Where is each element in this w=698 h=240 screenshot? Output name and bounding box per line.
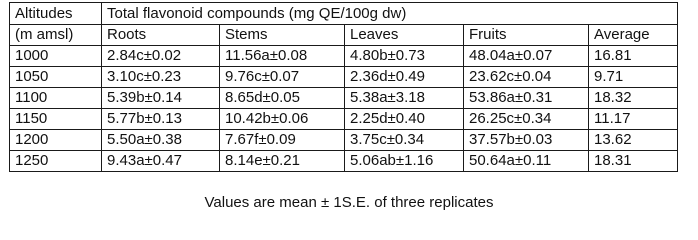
table-row bbox=[10, 46, 678, 67]
altitude-cell: 1150 bbox=[10, 109, 102, 130]
altitude-cell: 1000 bbox=[10, 46, 102, 67]
leaves-cell: 5.38a±3.18 bbox=[345, 88, 464, 109]
col-header-fruits: Fruits bbox=[464, 25, 589, 46]
average-cell: 18.32 bbox=[589, 88, 678, 109]
stems-cell: 7.67f±0.09 bbox=[220, 130, 345, 151]
average-cell: 18.31 bbox=[589, 151, 678, 172]
roots-cell: 5.77b±0.13 bbox=[102, 109, 220, 130]
header-row-2 bbox=[10, 25, 678, 46]
table-row bbox=[10, 151, 678, 172]
table-footnote: Values are mean ± 1S.E. of three replicates bbox=[204, 194, 494, 211]
col-header-leaves: Leaves bbox=[345, 25, 464, 46]
altitude-cell: 1050 bbox=[10, 67, 102, 88]
col-header-average: Average bbox=[589, 25, 678, 46]
average-cell: 11.17 bbox=[589, 109, 678, 130]
leaves-cell: 2.36d±0.49 bbox=[345, 67, 464, 88]
leaves-cell: 5.06ab±1.16 bbox=[345, 151, 464, 172]
fruits-cell: 37.57b±0.03 bbox=[464, 130, 589, 151]
average-cell: 16.81 bbox=[589, 46, 678, 67]
table-row bbox=[10, 67, 678, 88]
leaves-cell: 2.25d±0.40 bbox=[345, 109, 464, 130]
stems-cell: 8.65d±0.05 bbox=[220, 88, 345, 109]
altitude-cell: 1250 bbox=[10, 151, 102, 172]
altitudes-header: Altitudes bbox=[10, 3, 102, 25]
altitude-cell: 1100 bbox=[10, 88, 102, 109]
fruits-cell: 26.25c±0.34 bbox=[464, 109, 589, 130]
average-cell: 13.62 bbox=[589, 130, 678, 151]
leaves-cell: 3.75c±0.34 bbox=[345, 130, 464, 151]
flavonoid-table bbox=[9, 2, 678, 172]
col-header-roots: Roots bbox=[102, 25, 220, 46]
col-header-stems: Stems bbox=[220, 25, 345, 46]
roots-cell: 5.50a±0.38 bbox=[102, 130, 220, 151]
table-row bbox=[10, 130, 678, 151]
fruits-cell: 53.86a±0.31 bbox=[464, 88, 589, 109]
roots-cell: 2.84c±0.02 bbox=[102, 46, 220, 67]
roots-cell: 9.43a±0.47 bbox=[102, 151, 220, 172]
altitudes-unit-header: (m amsl) bbox=[10, 25, 102, 46]
table-row bbox=[10, 109, 678, 130]
leaves-cell: 4.80b±0.73 bbox=[345, 46, 464, 67]
fruits-cell: 23.62c±0.04 bbox=[464, 67, 589, 88]
header-row-1 bbox=[10, 3, 678, 25]
stems-cell: 10.42b±0.06 bbox=[220, 109, 345, 130]
roots-cell: 5.39b±0.14 bbox=[102, 88, 220, 109]
stems-cell: 11.56a±0.08 bbox=[220, 46, 345, 67]
average-cell: 9.71 bbox=[589, 67, 678, 88]
fruits-cell: 48.04a±0.07 bbox=[464, 46, 589, 67]
stems-cell: 8.14e±0.21 bbox=[220, 151, 345, 172]
table-row bbox=[10, 88, 678, 109]
group-header: Total flavonoid compounds (mg QE/100g dw) bbox=[102, 3, 678, 25]
altitude-cell: 1200 bbox=[10, 130, 102, 151]
stems-cell: 9.76c±0.07 bbox=[220, 67, 345, 88]
roots-cell: 3.10c±0.23 bbox=[102, 67, 220, 88]
fruits-cell: 50.64a±0.11 bbox=[464, 151, 589, 172]
